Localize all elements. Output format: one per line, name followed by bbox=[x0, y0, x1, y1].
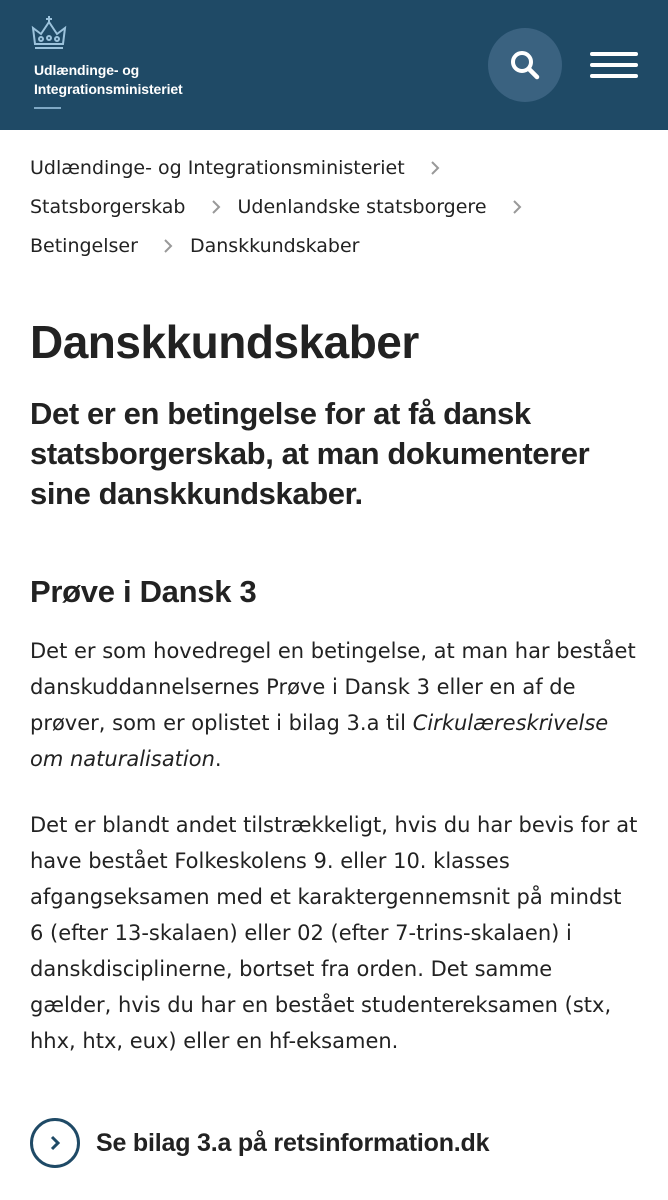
chevron-right-icon bbox=[46, 1134, 64, 1152]
link-circle bbox=[30, 1118, 80, 1168]
section-title: Prøve i Dansk 3 bbox=[30, 574, 257, 609]
menu-button[interactable] bbox=[590, 50, 640, 82]
breadcrumb-item-statsborgerskab[interactable]: Statsborgerskab bbox=[30, 195, 186, 218]
breadcrumb-item-ministry[interactable]: Udlændinge- og Integrationsministeriet bbox=[30, 156, 405, 179]
crown-icon bbox=[30, 16, 68, 52]
breadcrumb-item-current: Danskkundskaber bbox=[189, 234, 360, 257]
link-label: Se bilag 3.a på retsinformation.dk bbox=[96, 1128, 490, 1157]
page-title: Danskkundskaber bbox=[30, 316, 419, 368]
logo-underline bbox=[34, 107, 61, 109]
paragraph-2: Det er blandt andet tilstrækkeligt, hvis du har bevis for at have bestået Folkeskolens 9. eller 10. klasses afgangseksamen med et karaktergennemsnit på mindst 6 (efter 13-skalaen) eller 02 (efter 7-trins-skalaen) i danskdisciplinerne, bortset fra orden. Det samme gælder, hvis du har en bestået studentereksamen (stx, hhx, htx, eux) eller en hf-eksamen. bbox=[30, 813, 638, 1053]
ministry-logo[interactable] bbox=[30, 16, 230, 116]
bilag-link[interactable] bbox=[30, 1118, 489, 1168]
chevron-right-icon bbox=[160, 238, 176, 254]
breadcrumb-item-betingelser[interactable]: Betingelser bbox=[30, 234, 138, 257]
circular-reference: Cirkulæreskrivelse om naturalisation bbox=[30, 711, 609, 771]
logo-text-line1: Udlændinge- og bbox=[34, 62, 140, 78]
breadcrumb bbox=[30, 148, 650, 265]
search-button[interactable] bbox=[488, 28, 562, 102]
hamburger-menu-icon bbox=[590, 52, 638, 56]
breadcrumb-item-udenlandske[interactable]: Udenlandske statsborgere bbox=[237, 195, 487, 218]
site-header bbox=[0, 0, 668, 130]
chevron-right-icon bbox=[509, 199, 525, 215]
paragraph-1: Det er som hovedregel en betingelse, at man har bestået danskuddannelsernes Prøve i Dansk 3 eller en af de prøver, som er oplistet i bilag 3.a til Cirkulæreskrivelse om naturalisation. bbox=[30, 639, 636, 771]
lead-text: Det er en betingelse for at få dansk statsborgerskab, at man dokumenterer sine danskkundskaber. bbox=[30, 396, 590, 511]
chevron-right-icon bbox=[208, 199, 224, 215]
search-icon bbox=[509, 49, 541, 81]
chevron-right-icon bbox=[427, 160, 443, 176]
logo-text-line2: Integrationsministeriet bbox=[34, 81, 183, 97]
